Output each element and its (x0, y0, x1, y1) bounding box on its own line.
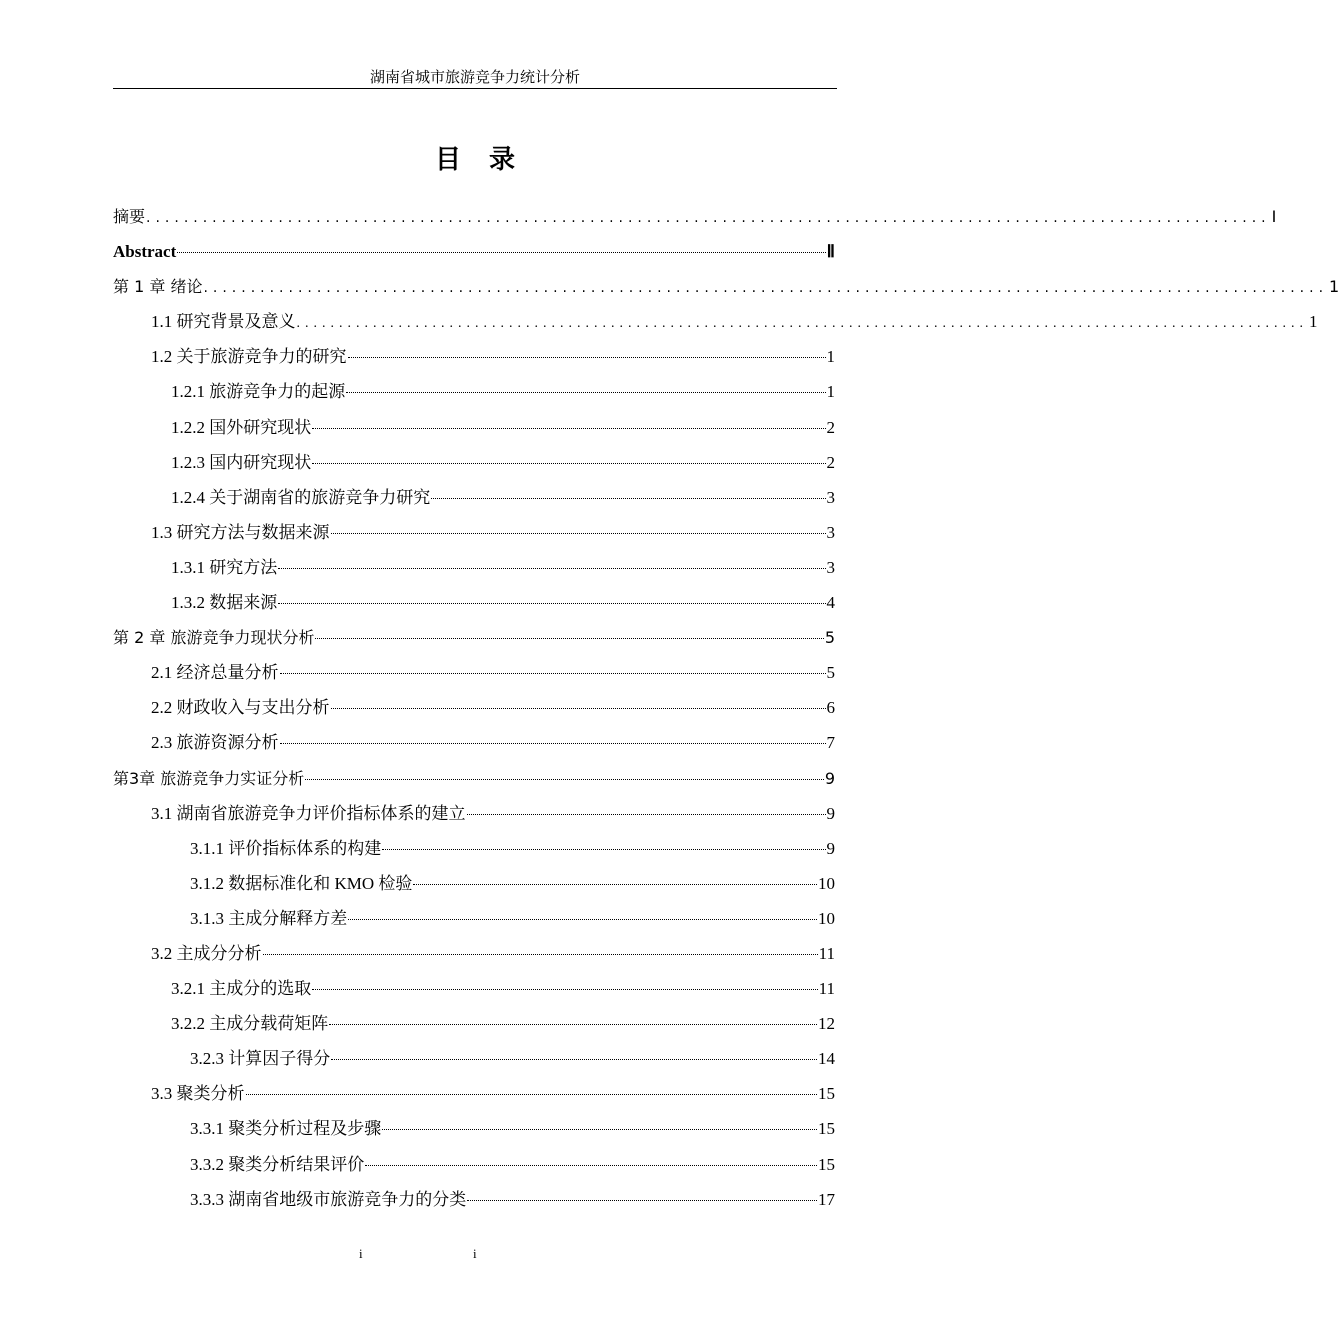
toc-entry-chapter-2[interactable] (113, 620, 835, 655)
toc-entry-label: 1.2.4 关于湖南省的旅游竞争力研究 (171, 487, 431, 507)
header-rule (113, 88, 837, 89)
toc-entry-label: 3.3.2 聚类分析结果评价 (190, 1154, 365, 1174)
toc-leader (382, 1129, 817, 1130)
toc-entry-label: 3.1.1 评价指标体系的构建 (190, 838, 382, 858)
toc-leader: ....................................................................................................................... (296, 316, 1308, 332)
toc-entry-label: 3.2 主成分分析 (151, 943, 262, 963)
toc-leader (331, 1059, 817, 1060)
toc-entry-label: 1.2.3 国内研究现状 (171, 452, 312, 472)
toc-entry-chapter-1[interactable] (113, 269, 1339, 304)
toc-entry-1-2-3[interactable] (113, 445, 835, 480)
toc-leader (431, 498, 825, 499)
toc-leader (329, 1024, 817, 1025)
toc-entry-page: 1 (826, 382, 835, 402)
table-of-contents (113, 199, 1339, 1217)
toc-entry-3-2[interactable] (113, 936, 835, 971)
toc-entry-3-2-1[interactable] (113, 971, 835, 1006)
toc-entry-page: 9 (826, 838, 835, 858)
toc-entry-label: 3.2.3 计算因子得分 (190, 1049, 331, 1069)
toc-leader (331, 708, 826, 709)
running-header: 湖南省城市旅游竞争力统计分析 (369, 70, 580, 86)
toc-entry-chapter-3[interactable] (113, 761, 835, 796)
toc-entry-page: 14 (818, 1049, 835, 1069)
toc-entry-label: 第 1 章 绪论 (113, 277, 203, 297)
toc-leader (348, 357, 826, 358)
toc-entry-2-1[interactable] (113, 655, 835, 690)
toc-entry-label: 3.3 聚类分析 (151, 1084, 245, 1104)
toc-entry-page: 3 (826, 487, 835, 507)
toc-entry-3-3[interactable] (113, 1076, 835, 1111)
toc-entry-page: 3 (826, 557, 835, 577)
toc-entry-label: Abstract (113, 242, 177, 262)
toc-entry-page: 9 (826, 803, 835, 823)
toc-entry-page: 1 (826, 347, 835, 367)
toc-entry-label: 1.3 研究方法与数据来源 (151, 522, 330, 542)
toc-entry-page: 5 (826, 663, 835, 683)
toc-leader (312, 428, 825, 429)
toc-leader (346, 392, 825, 393)
toc-entry-3-3-3[interactable] (113, 1182, 835, 1217)
toc-entry-page: 5 (824, 628, 835, 648)
toc-entry-page: 2 (826, 417, 835, 437)
toc-entry-label: 3.2.2 主成分载荷矩阵 (171, 1014, 329, 1034)
toc-entry-3-2-2[interactable] (113, 1006, 835, 1041)
toc-entry-page: 11 (818, 943, 835, 963)
toc-entry-page: 12 (818, 1014, 835, 1034)
toc-entry-page: 7 (826, 733, 835, 753)
toc-entry-label: 3.3.3 湖南省地级市旅游竞争力的分类 (190, 1189, 467, 1209)
toc-entry-label: 1.1 研究背景及意义 (151, 312, 296, 332)
toc-leader (467, 1200, 817, 1201)
toc-leader (177, 252, 825, 253)
toc-leader (382, 849, 825, 850)
toc-entry-page: 9 (824, 768, 835, 788)
toc-entry-label: 2.1 经济总量分析 (151, 663, 279, 683)
toc-entry-label: 2.2 财政收入与支出分析 (151, 698, 330, 718)
toc-entry-page: 2 (826, 452, 835, 472)
toc-entry-label: 3.1.3 主成分解释方差 (190, 908, 348, 928)
toc-entry-label: 3.3.1 聚类分析过程及步骤 (190, 1119, 382, 1139)
toc-entry-page: 3 (826, 522, 835, 542)
toc-leader (315, 638, 823, 639)
toc-leader (331, 533, 826, 534)
toc-entry-1-3-1[interactable] (113, 550, 835, 585)
toc-entry-label: 第 2 章 旅游竞争力现状分析 (113, 628, 315, 648)
toc-leader (413, 884, 817, 885)
toc-leader (278, 603, 825, 604)
toc-entry-abstract-en[interactable] (113, 234, 835, 269)
toc-entry-1-2[interactable] (113, 339, 835, 374)
toc-entry-3-1-3[interactable] (113, 901, 835, 936)
toc-entry-2-3[interactable] (113, 725, 835, 760)
toc-leader (467, 814, 826, 815)
toc-entry-label: 3.1 湖南省旅游竞争力评价指标体系的建立 (151, 803, 466, 823)
toc-entry-3-1[interactable] (113, 796, 835, 831)
toc-entry-3-1-1[interactable] (113, 831, 835, 866)
toc-entry-page: 15 (818, 1119, 835, 1139)
toc-leader (280, 673, 826, 674)
toc-entry-page: 15 (818, 1084, 835, 1104)
toc-entry-page: Ⅱ (826, 242, 835, 262)
toc-entry-page: 11 (818, 979, 835, 999)
toc-entry-1-2-2[interactable] (113, 410, 835, 445)
toc-entry-page: 4 (826, 593, 835, 613)
toc-entry-3-3-2[interactable] (113, 1147, 835, 1182)
toc-entry-abstract-cn[interactable] (113, 199, 1277, 234)
toc-entry-1-3[interactable] (113, 515, 835, 550)
toc-leader (246, 1094, 818, 1095)
toc-entry-page: 10 (818, 873, 835, 893)
toc-entry-page: Ⅰ (1271, 207, 1277, 226)
toc-entry-page: 6 (826, 698, 835, 718)
toc-leader (365, 1165, 817, 1166)
toc-leader (312, 463, 825, 464)
toc-title: 目录 (434, 145, 543, 175)
toc-leader: ....................................................................................................................... (203, 280, 1329, 297)
toc-leader (305, 779, 824, 780)
footer-page-number-right: i (473, 1246, 477, 1261)
toc-entry-label: 1.3.2 数据来源 (171, 593, 278, 613)
toc-entry-page: 15 (818, 1154, 835, 1174)
toc-entry-page: 17 (818, 1189, 835, 1209)
toc-entry-label: 3.1.2 数据标准化和 KMO 检验 (190, 873, 413, 893)
toc-leader: ....................................................................................................................... (146, 210, 1271, 226)
toc-leader (312, 989, 817, 990)
toc-entry-page: 1 (1309, 312, 1318, 332)
toc-entry-label: 1.2.2 国外研究现状 (171, 417, 312, 437)
toc-entry-label: 摘要 (113, 207, 146, 226)
toc-entry-page: 10 (818, 908, 835, 928)
toc-entry-label: 2.3 旅游资源分析 (151, 733, 279, 753)
toc-leader (278, 568, 825, 569)
toc-entry-1-2-4[interactable] (113, 480, 835, 515)
toc-entry-label: 1.3.1 研究方法 (171, 557, 278, 577)
toc-entry-1-1[interactable] (113, 304, 1318, 339)
footer-page-number-left: i (359, 1246, 363, 1261)
toc-entry-3-1-2[interactable] (113, 866, 835, 901)
toc-entry-label: 1.2 关于旅游竞争力的研究 (151, 347, 347, 367)
toc-entry-page: 1 (1329, 277, 1339, 297)
toc-entry-2-2[interactable] (113, 690, 835, 725)
toc-entry-label: 第3章 旅游竞争力实证分析 (113, 768, 305, 788)
toc-entry-3-3-1[interactable] (113, 1111, 835, 1146)
toc-leader (263, 954, 818, 955)
toc-entry-1-3-2[interactable] (113, 585, 835, 620)
toc-leader (348, 919, 817, 920)
toc-entry-3-2-3[interactable] (113, 1041, 835, 1076)
toc-leader (280, 743, 826, 744)
toc-entry-1-2-1[interactable] (113, 374, 835, 409)
toc-entry-label: 1.2.1 旅游竞争力的起源 (171, 382, 346, 402)
toc-entry-label: 3.2.1 主成分的选取 (171, 979, 312, 999)
